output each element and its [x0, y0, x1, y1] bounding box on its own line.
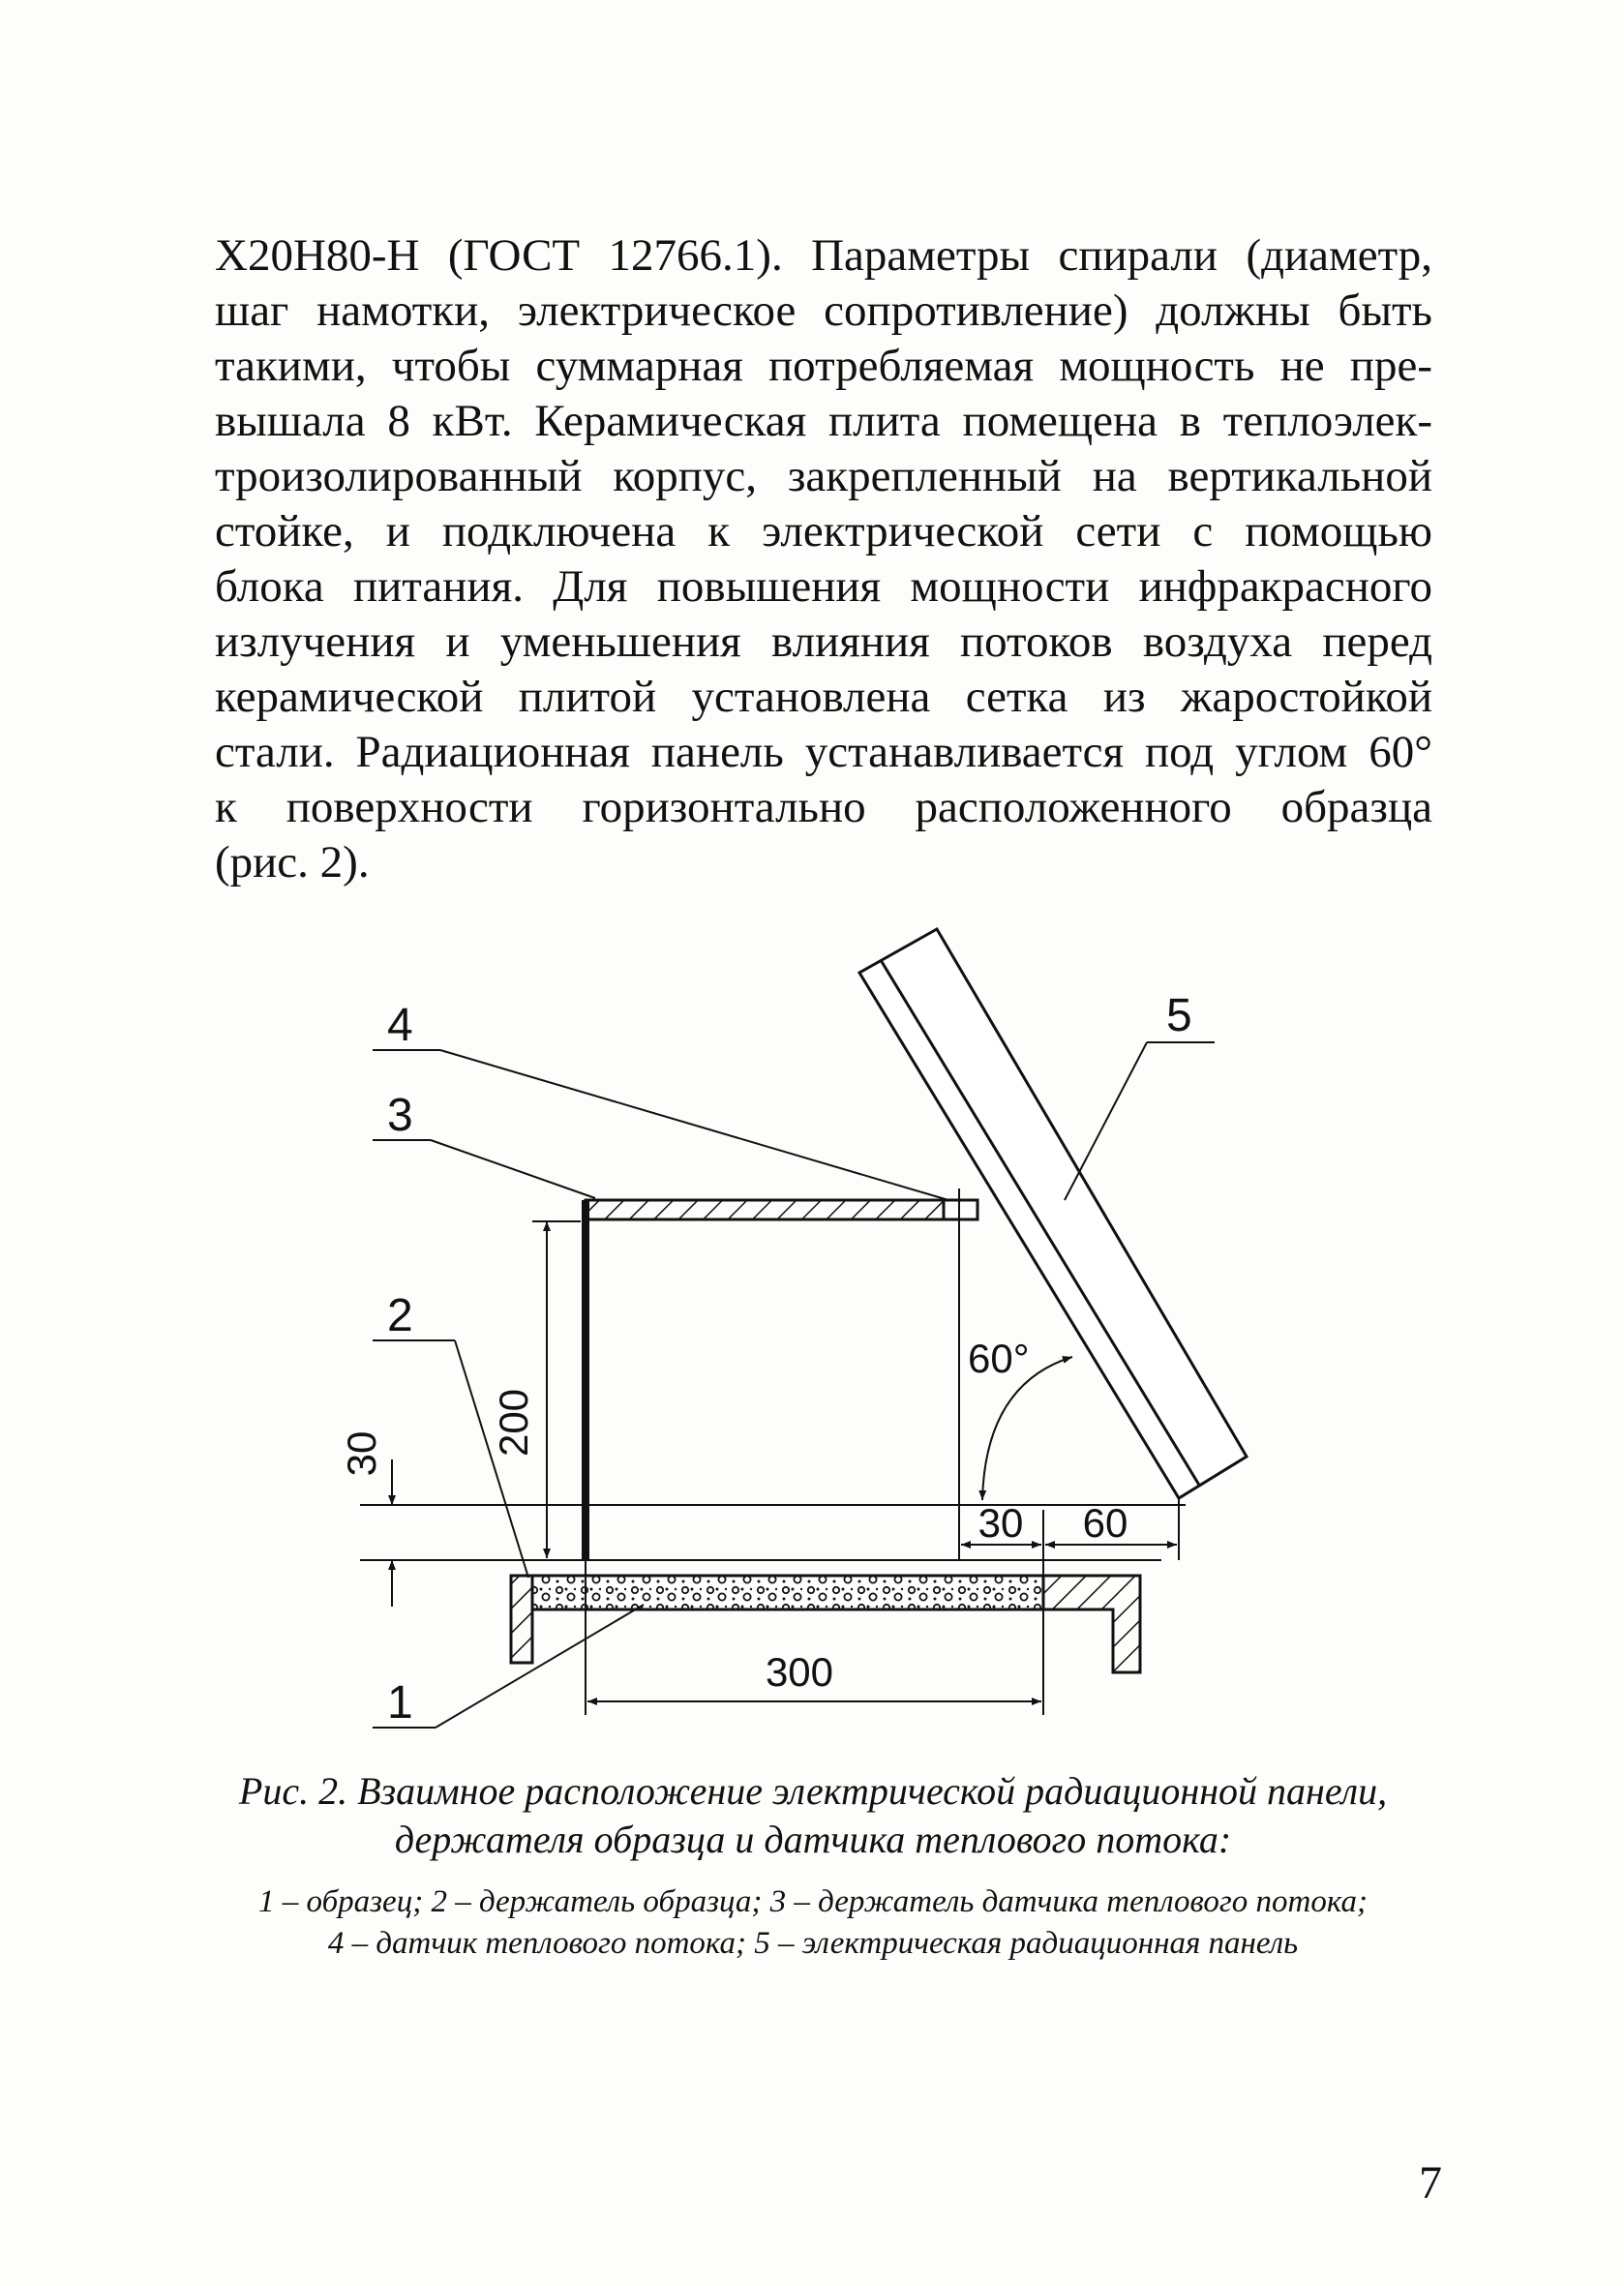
text-line: блока питания. Для повышения мощности инфракрасного: [215, 561, 1432, 612]
callout-3-label: 3: [387, 1090, 413, 1141]
text-line: такими, чтобы суммарная потребляемая мощность не пре-: [215, 341, 1432, 391]
callout-5-label: 5: [1166, 990, 1192, 1041]
caption-legend-line-2: 4 – датчик теплового потока; 5 – электрическая радиационная панель: [327, 1926, 1299, 1961]
dimension-200-label: 200: [491, 1388, 536, 1458]
text-line: шаг намотки, электрическое сопротивление) должны быть: [215, 286, 1432, 336]
page-number: 7: [1419, 2157, 1442, 2209]
text-line: вышала 8 кВт. Керамическая плита помещена в теплоэлек-: [215, 396, 1432, 446]
caption-legend-line-1: 1 – образец; 2 – держатель образца; 3 – держатель датчика теплового потока;: [258, 1884, 1368, 1919]
angle-label: 60°: [968, 1336, 1030, 1381]
dimension-300-label: 300: [765, 1649, 834, 1695]
caption-legend: [155, 1881, 1471, 1965]
callout-4-label: 4: [387, 1000, 413, 1051]
dimension-30-vertical-label: 30: [339, 1430, 384, 1477]
text-line: троизолированный корпус, закрепленный на вертикальной: [215, 451, 1432, 501]
callout-2-label: 2: [387, 1290, 413, 1341]
callout-1-leader: [436, 1605, 644, 1728]
dimension-offset-30-label: 30: [977, 1500, 1024, 1546]
caption-title-line-1: Рис. 2. Взаимное расположение электрической радиационной панели,: [238, 1769, 1388, 1813]
heat-flux-sensor: [944, 1200, 977, 1219]
callout-3-leader: [431, 1140, 595, 1198]
text-line: (рис. 2).: [215, 837, 370, 887]
text-line: стали. Радиационная панель устанавливается под углом 60°: [215, 727, 1432, 777]
text-line: Х20Н80-Н (ГОСТ 12766.1). Параметры спирали (диаметр,: [215, 230, 1432, 281]
callout-5-leader: [1065, 1042, 1147, 1200]
sample: [532, 1576, 1043, 1609]
caption-title-line-2: держателя образца и датчика теплового потока:: [394, 1818, 1232, 1861]
caption-title: [155, 1767, 1471, 1864]
callout-1-label: 1: [387, 1677, 413, 1729]
dimension-offset-60-label: 60: [1082, 1500, 1128, 1546]
text-line: излучения и уменьшения влияния потоков воздуха перед: [215, 617, 1432, 667]
heat-flux-sensor-holder: [586, 1200, 944, 1560]
callout-4-leader: [440, 1050, 948, 1200]
callout-2-leader: [455, 1340, 528, 1578]
text-line: керамической плитой установлена сетка из жаростойкой: [215, 672, 1432, 722]
text-line: стойке, и подключена к электрической сети с помощью: [215, 506, 1432, 556]
figure-caption: [155, 1767, 1471, 1965]
text-line: к поверхности горизонтально расположенного образца: [215, 782, 1432, 832]
